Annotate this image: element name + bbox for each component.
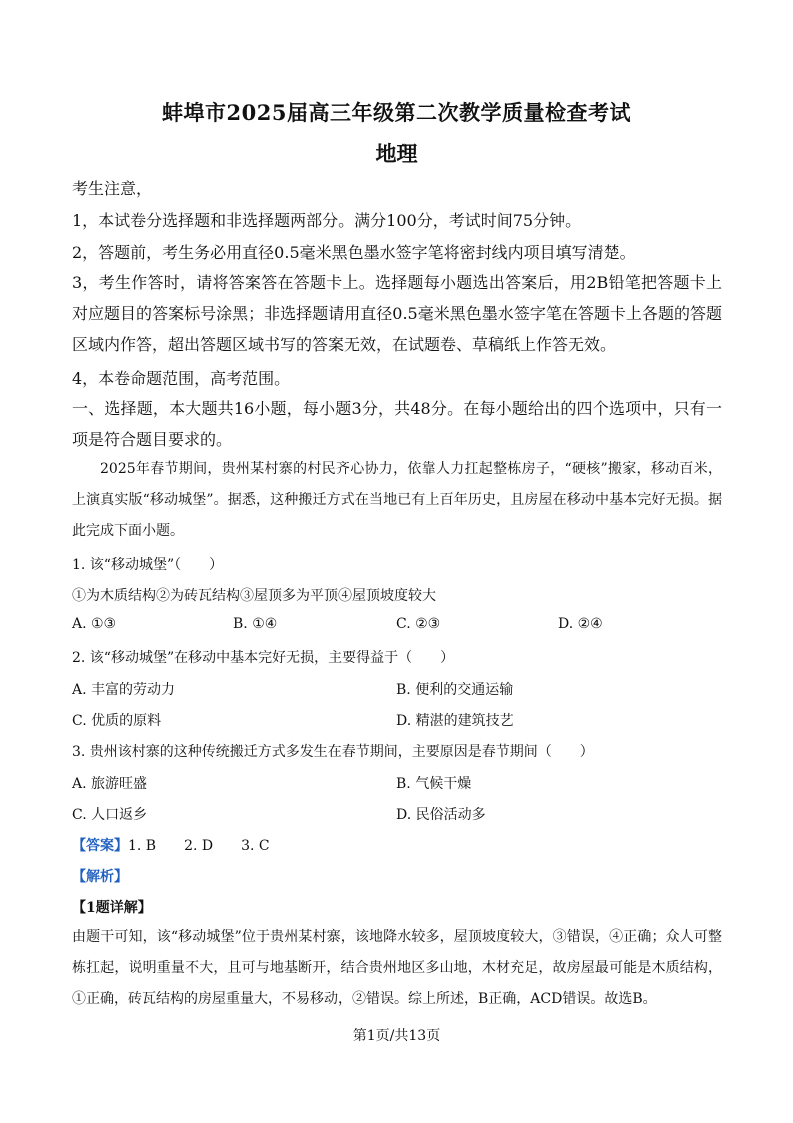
question-1-option-a: A. ①③ (72, 616, 117, 632)
notice-item-1: 1，本试卷分选择题和非选择题两部分。满分100分，考试时间75分钟。 (72, 211, 582, 230)
answer-text: 1. B 2. D 3. C (128, 838, 270, 854)
page-title: 蚌埠市2025届高三年级第二次教学质量检查考试 (162, 100, 631, 125)
answer-label: 【答案】 (72, 838, 128, 854)
question-1-stem: 1. 该“移动城堡”（ ） (72, 557, 224, 573)
question-3-option-a: A. 旅游旺盛 (72, 776, 148, 792)
subject-title: 地理 (375, 141, 418, 166)
question-1-option-d: D. ②④ (558, 616, 603, 632)
question-2-option-c: C. 优质的原料 (72, 713, 162, 729)
question-2-option-b: B. 便利的交通运输 (396, 682, 514, 698)
question-3-option-b: B. 气候干燥 (396, 776, 472, 792)
answer-line (72, 835, 270, 855)
question-3-option-d: D. 民俗活动多 (396, 807, 486, 823)
analysis-label: 【解析】 (72, 869, 128, 885)
question-2-option-a: A. 丰富的劳动力 (72, 682, 176, 698)
question-3-option-c: C. 人口返乡 (72, 807, 148, 823)
notice-item-2: 2，答题前，考生务必用直径0.5毫米黑色墨水签字笔将密封线内项目填写清楚。 (72, 243, 636, 262)
material-text: 2025年春节期间，贵州某村寨的村民齐心协力，依靠人力扛起整栋房子，“硬核”搬家，移动百米，上演真实版“移动城堡”。据悉，这种搬迁方式在当地已有上百年历史，且房屋在移动中基本完好无损。据此完成下面小题。 (72, 461, 722, 539)
notice-item-3: 3，考生作答时，请将答案答在答题卡上。选择题每小题选出答案后，用2B铅笔把答题卡上对应题目的答案标号涂黑；非选择题请用直径0.5毫米黑色墨水签字笔在答题卡上各题的答题区域内作答，超出答题区域书写的答案无效，在试题卷、草稿纸上作答无效。 (72, 273, 722, 354)
question-1-statements: ①为木质结构②为砖瓦结构③屋顶多为平顶④屋顶坡度较大 (72, 588, 436, 604)
detail-text: 由题干可知，该“移动城堡”位于贵州某村寨，该地降水较多，屋顶坡度较大，③错误，④正确；众人可整栋扛起，说明重量不大，且可与地基断开，结合贵州地区多山地，木材充足，故房屋最可能是木质结构，①正确，砖瓦结构的房屋重量大，不易移动，②错误。综上所述，B正确，ACD错误。故选B。 (72, 929, 722, 1007)
question-1-option-b: B. ①④ (233, 616, 278, 632)
question-2-option-d: D. 精湛的建筑技艺 (396, 713, 514, 729)
page-number: 第1页/共13页 (352, 1028, 441, 1044)
question-2-stem: 2. 该“移动城堡”在移动中基本完好无损，主要得益于（ ） (72, 650, 455, 666)
question-1-option-c: C. ②③ (396, 616, 441, 632)
question-3-stem: 3. 贵州该村寨的这种传统搬迁方式多发生在春节期间，主要原因是春节期间（ ） (72, 744, 594, 760)
notice-heading: 考生注意， (72, 179, 153, 198)
section-heading: 一、选择题，本大题共16小题，每小题3分，共48分。在每小题给出的四个选项中，只有一项是符合题目要求的。 (72, 399, 722, 449)
detail-heading: 【1题详解】 (72, 900, 152, 916)
notice-item-4: 4，本卷命题范围，高考范围。 (72, 369, 291, 388)
